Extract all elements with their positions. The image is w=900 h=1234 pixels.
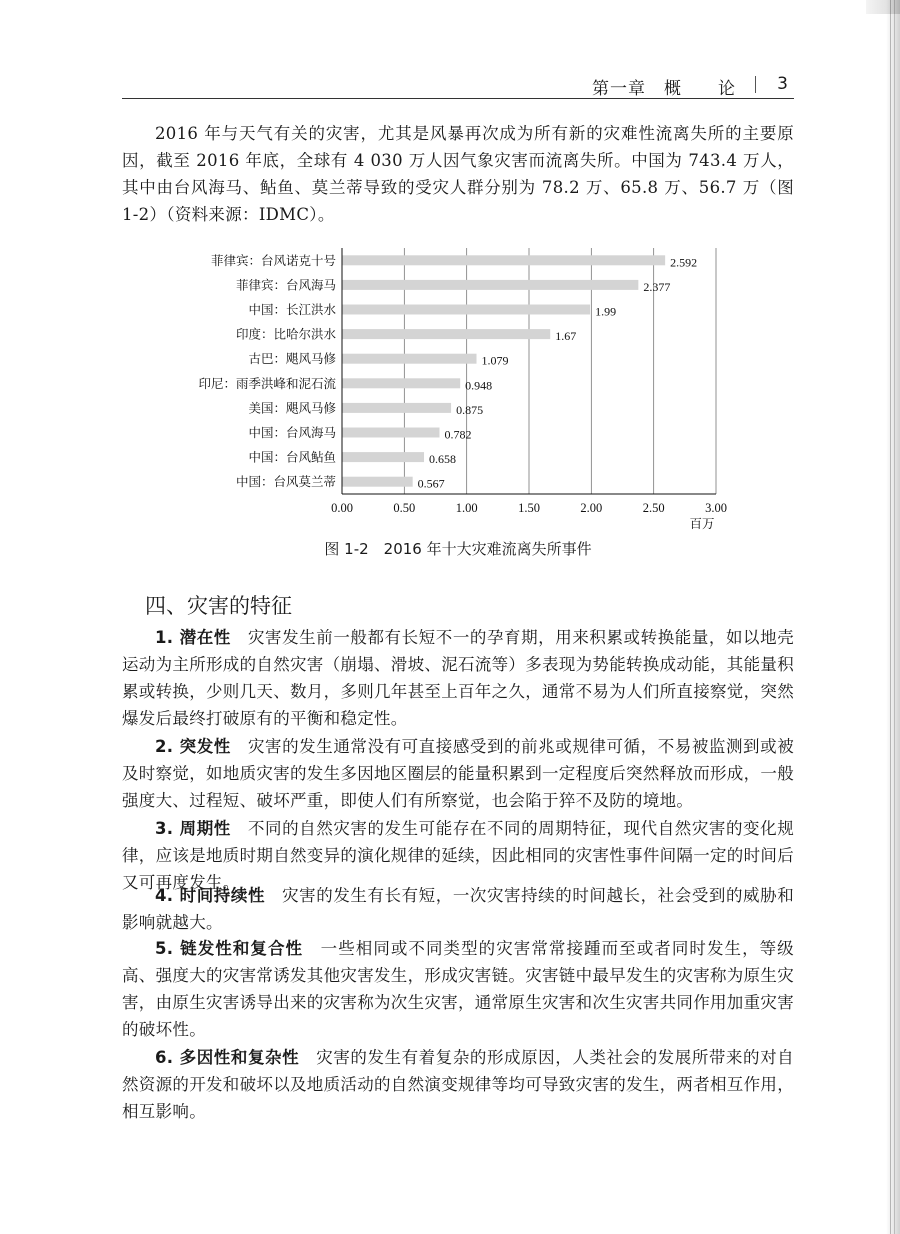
x-tick-label-4: 2.00 [580,501,603,515]
category-label-9: 中国：台风鲇鱼 [248,449,336,465]
category-label-8: 中国：台风海马 [248,425,336,440]
chart-svg [172,238,772,538]
category-label-4: 印度：比哈尔洪水 [235,326,336,342]
x-tick-label-1: 0.50 [393,501,416,515]
feature-item-5 [122,935,794,1043]
x-axis-unit-label: 百万 [689,516,715,531]
intro-paragraph: 2016 年与天气有关的灾害，尤其是风暴再次成为所有新的灾难性流离失所的主要原因，截至 2016 年底，全球有 4 030 万人因气象灾害而流离失所。中国为 743.4 万人，其中由台风海马、鲇鱼、莫兰蒂导致的受灾人群分别为 78.2 万、65.8 万、56.7 万（图 1-2）（资料来源：IDMC）。 [122,124,794,224]
feature-term-6: 6. 多因性和复杂性 [155,1048,300,1067]
figure-caption: 图 1-2 2016 年十大灾难流离失所事件 [324,540,592,558]
value-label-6: 0.948 [465,378,493,393]
feature-text-1: 灾害发生前一般都有长短不一的孕育期，用来积累或转换能量，如以地壳运动为主所形成的自然灾害（崩塌、滑坡、泥石流等）多表现为势能转换成动能，其能量积累或转换，少则几天、数月，多则几年甚至上百年之久，通常不易为人们所直接察觉，突然爆发后最终打破原有的平衡和稳定性。 [122,628,794,728]
feature-text-5: 一些相同或不同类型的灾害常常接踵而至或者同时发生，等级高、强度大的灾害常诱发其他灾害发生，形成灾害链。灾害链中最早发生的灾害称为原生灾害，由原生灾害诱导出来的灾害称为次生灾害，通常原生灾害和次生灾害共同作用加重灾害的破坏性。 [122,939,794,1039]
section-heading: 四、灾害的特征 [145,594,292,618]
feature-item-2 [122,733,794,814]
feature-item-6 [122,1044,794,1125]
value-label-8: 0.782 [444,427,472,442]
feature-text-6: 灾害的发生有着复杂的形成原因，人类社会的发展所带来的对自然资源的开发和破坏以及地质活动的自然演变规律等均可导致灾害的发生，两者相互作用，相互影响。 [122,1048,794,1121]
x-tick-label-3: 1.50 [518,501,540,515]
value-label-7: 0.875 [456,402,484,417]
bar-8 [342,428,439,438]
book-edge-shadow [886,0,900,1234]
x-tick-label-0: 0.00 [331,501,353,515]
x-tick-label-6: 3.00 [705,501,727,515]
x-tick-label-2: 1.00 [455,501,478,515]
bar-4 [342,329,550,339]
category-label-6: 印尼：雨季洪峰和泥石流 [198,375,336,391]
feature-text-2: 灾害的发生通常没有可直接感受到的前兆或规律可循，不易被监测到或被及时察觉，如地质灾害的发生多因地区圈层的能量积累到一定程度后突然释放而形成，一般强度大、过程短、破坏严重，即使人们有所察觉，也会陷于猝不及防的境地。 [122,737,794,810]
category-label-1: 菲律宾：台风诺克十号 [210,252,336,268]
header-separator [755,76,756,93]
category-label-2: 菲律宾：台风海马 [235,277,336,293]
x-tick-label-5: 2.50 [642,501,665,515]
value-label-2: 2.377 [643,279,671,294]
feature-term-3: 3. 周期性 [155,819,231,838]
feature-term-1: 1. 潜在性 [155,628,231,647]
value-label-9: 0.658 [429,452,457,467]
category-label-10: 中国：台风莫兰蒂 [235,474,336,490]
value-label-3: 1.99 [595,304,617,319]
chapter-title: 第一章 概 论 [592,79,736,99]
bar-1 [342,255,665,265]
feature-term-5: 5. 链发性和复合性 [155,939,304,958]
bar-6 [342,378,460,388]
value-label-5: 1.079 [481,353,509,368]
feature-item-1 [122,624,794,732]
category-label-3: 中国：长江洪水 [248,302,336,317]
category-label-5: 古巴：飓风马修 [248,351,336,367]
displacement-bar-chart [172,238,772,538]
running-header [122,72,794,99]
value-label-4: 1.67 [555,329,577,344]
page-number: 3 [777,74,788,94]
bar-3 [342,305,590,315]
category-label-7: 美国：飓风马修 [248,400,336,416]
bar-9 [342,452,424,462]
value-label-1: 2.592 [670,255,698,270]
feature-text-3: 不同的自然灾害的发生可能存在不同的周期特征，现代自然灾害的变化规律，应该是地质时期自然变异的演化规律的延续，因此相同的灾害性事件间隔一定的时间后又可再度发生。 [122,819,794,892]
feature-item-4 [122,882,794,936]
value-label-10: 0.567 [417,476,445,491]
feature-text-4: 灾害的发生有长有短，一次灾害持续的时间越长，社会受到的威胁和影响就越大。 [122,886,794,932]
bar-7 [342,403,451,413]
feature-term-4: 4. 时间持续性 [155,886,266,905]
bar-5 [342,354,477,364]
bar-10 [342,477,413,487]
bar-2 [342,280,638,290]
feature-term-2: 2. 突发性 [155,737,231,756]
